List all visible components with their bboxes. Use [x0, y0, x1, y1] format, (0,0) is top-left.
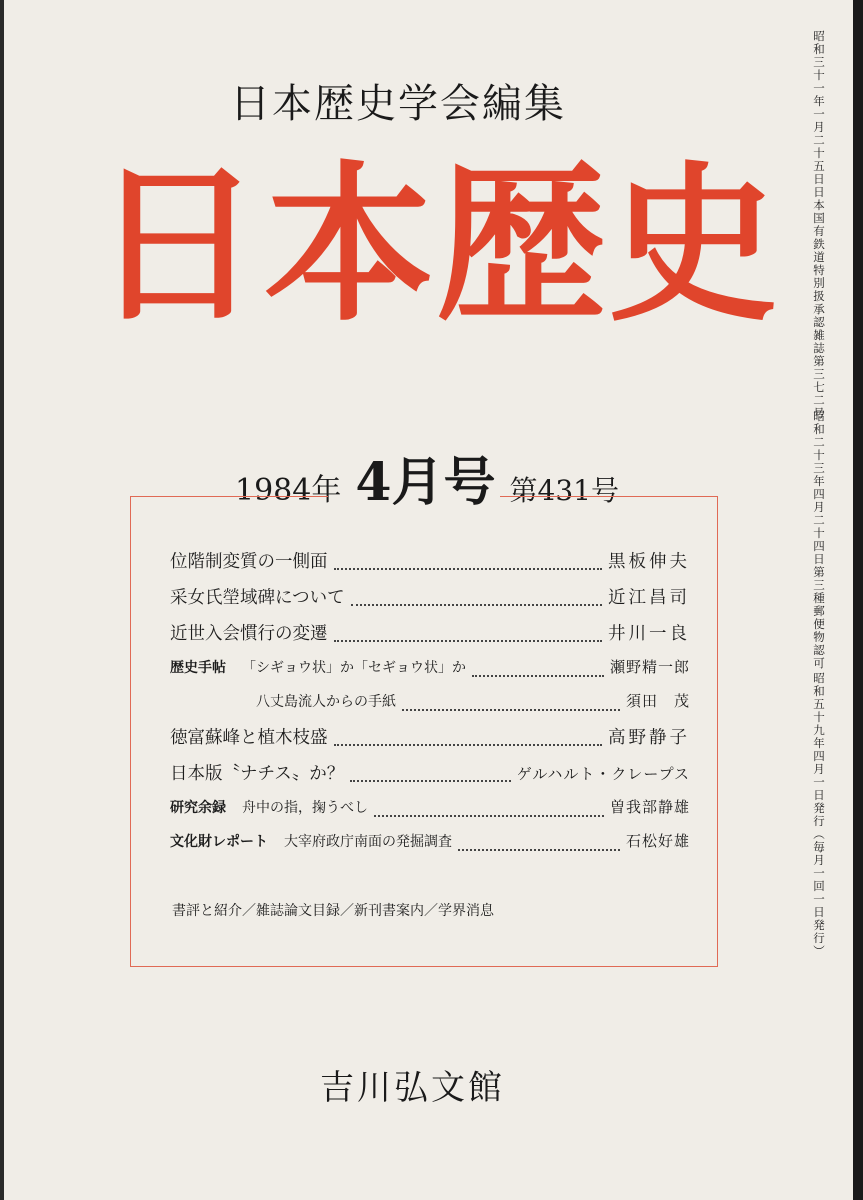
magazine-title: 日本歴史 [92, 145, 781, 345]
toc-author: 須田 茂 [625, 692, 690, 710]
toc-item [170, 830, 690, 864]
left-edge [0, 0, 4, 1200]
toc-title: 近世入会慣行の変遷 [170, 624, 328, 644]
toc-title: 徳富蘇峰と植木枝盛 [170, 728, 328, 748]
toc-author: 近江昌司 [608, 588, 690, 608]
frame-top-left [130, 496, 328, 497]
leader-dots [374, 815, 604, 817]
toc-title: 日本版〝ナチス〟か？ [170, 764, 345, 784]
leader-dots [334, 640, 603, 642]
issue-month: 4月号 [355, 452, 496, 513]
leader-dots [472, 675, 604, 677]
toc-author: 高野静子 [608, 728, 690, 748]
toc-title: 八丈島流人からの手紙 [256, 694, 396, 710]
toc-title: 大宰府政庁南面の発掘調査 [284, 834, 452, 850]
toc-item [170, 548, 690, 584]
toc-author: 井川一良 [608, 624, 690, 644]
leader-dots [402, 709, 620, 711]
toc-item [170, 796, 690, 830]
publisher-name: 吉川弘文館 [320, 1068, 505, 1108]
toc-item [170, 584, 690, 620]
right-edge [853, 0, 863, 1200]
toc-title: 位階制変質の一側面 [170, 552, 328, 572]
leader-dots [334, 568, 603, 570]
toc-title: 采女氏塋域碑について [170, 588, 345, 608]
toc-item [170, 724, 690, 760]
table-of-contents [170, 548, 690, 864]
toc-author: 曽我部静雄 [609, 798, 690, 816]
regular-sections: 書評と紹介／雑誌論文目録／新刊書案内／学界消息 [172, 903, 494, 919]
toc-author: ゲルハルト・クレープス [516, 765, 690, 783]
leader-dots [334, 744, 603, 746]
issue-number: 第431号 [509, 474, 619, 507]
toc-author: 黒板伸夫 [608, 552, 690, 572]
toc-item [170, 690, 690, 724]
toc-item [170, 620, 690, 656]
toc-category: 研究余録 [170, 800, 226, 816]
postal-notice-1: 昭和三十一年一月二十五日日本国有鉄道特別扱承認雑誌第三七二号 [812, 30, 826, 420]
leader-dots [351, 604, 602, 606]
toc-category: 歴史手帖 [170, 660, 226, 676]
leader-dots [458, 849, 620, 851]
toc-title: 舟中の指，掬うべし [242, 800, 368, 816]
leader-dots [350, 780, 510, 782]
editor-credit: 日本歴史学会編集 [230, 81, 566, 127]
publication-notice: 昭和五十九年四月一日発行（毎月一回一日発行） [812, 672, 826, 958]
toc-title: 「シギョウ状」か「セギョウ状」か [242, 660, 466, 676]
toc-item [170, 760, 690, 796]
frame-top-right [500, 496, 718, 497]
toc-author: 石松好雄 [625, 832, 690, 850]
issue-year: 1984年 [235, 473, 342, 508]
toc-item [170, 656, 690, 690]
toc-author: 瀬野精一郎 [609, 658, 690, 676]
toc-category: 文化財レポート [170, 834, 268, 850]
postal-notice-2: 昭和二十三年四月二十四日第三種郵便物認可 [812, 410, 826, 670]
